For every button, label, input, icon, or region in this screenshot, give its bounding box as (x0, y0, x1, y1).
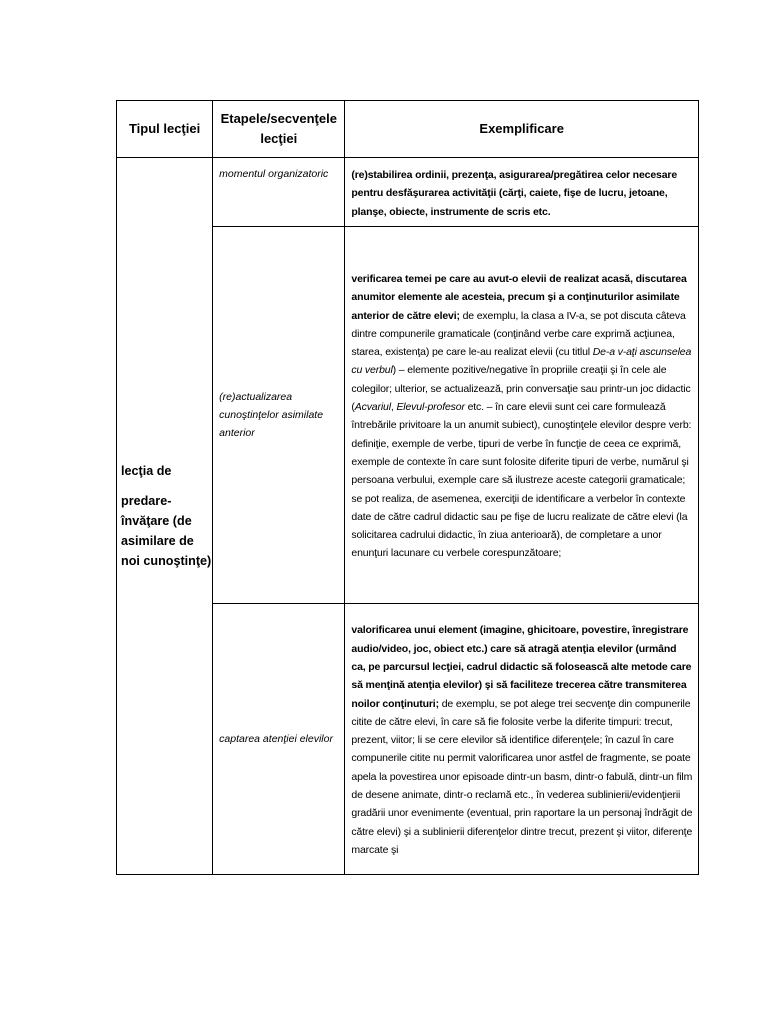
stage-cell (213, 158, 345, 227)
header-lesson-type: Tipul lecţiei (117, 101, 213, 158)
example-cell (345, 603, 699, 874)
example-plain: ) – elemente pozitive/negative în propriile creaţii şi în cele ale colegilor; ulterior, se actualizează, prin conversaţie sau printr-un joc didactic ( (351, 364, 691, 414)
table-row (117, 158, 699, 227)
lesson-type-line1: lecţia de (121, 464, 172, 479)
header-lesson-stages: Etapele/secvenţele lecţiei (213, 101, 345, 158)
stage-label: momentul organizatoric (219, 168, 329, 181)
example-plain: , (390, 401, 397, 414)
header-example: Exemplificare (345, 101, 699, 158)
example-plain: de exemplu, se pot alege trei secvenţe din compunerile citite de către elevi, în care să fie folosite verbe la diferite timpuri: trecut, prezent, viitor; li se cere elevilor să identifice diferenţele; în cazul în care compunerile citite nu permit valorificarea unor astfel de fragmente, se poate apela la povestirea unor episoade dintr-un basm, dintr-o fabulă, dintr-un film de desene animate, dintr-o reclamă etc., în vederea sublinierii/evidenţierii gradării unor evenimente (eventual, prin raportare la un personaj îndrăgit de către elevi) şi a sublinierii diferenţelor dintre trecut, prezent şi viitor, diferenţe marcate şi (351, 697, 693, 856)
example-italic: Acvariul (354, 401, 391, 414)
example-italic: De-a v-aţi ascunselea cu verbul (351, 346, 692, 377)
example-bold: (re)stabilirea ordinii, prezenţa, asigurarea/pregătirea celor necesare pentru desfăşurarea activităţii (cărţi, caiete, fişe de lucru, jetoane, planşe, obiecte, instrumente de scris etc. (351, 169, 678, 218)
stage-label: (re)actualizarea cunoştinţelor asimilate anterior (219, 390, 324, 439)
example-bold: valorificarea unui element (imagine, ghicitoare, povestire, înregistrare audio/video, joc, obiect etc.) care să atragă atenţia elevilor (urmând ca, pe parcursul lecţiei, cadrul didactic să folosească alte metode care să menţină atenţia elevilor) şi să faciliteze trecerea către transmiterea noilor conţinuturi; (351, 624, 692, 710)
example-plain: etc. – în care elevii sunt cei care formulează întrebările privitoare la un anumit subiect), cunoştinţele elevilor despre verb: definiţie, exemple de verbe, tipuri de verbe în funcţie de ceea ce exprimă, exemple de contexte în care sunt folosite diferite tipuri de verbe, numărul şi persoana verbului, exemple care să ilustreze aceste categorii gramaticale; se pot realiza, de asemenea, exerciţii de identificare a verbelor în contexte date de către cadrul didactic sau pe fişe de lucru realizate de către elevi (la solicitarea cadrului didactic, în ziua anterioară), de completare a unor enunţuri lacunare cu verbele corespunzătoare; (351, 401, 692, 560)
example-bold: verificarea temei pe care au avut-o elevii de realizat acasă, discutarea anumitor elemente ale acesteia, precum şi a conţinuturilor asimilate anterior de către elevi; (351, 273, 687, 322)
lesson-table (116, 100, 699, 875)
stage-label: captarea atenţiei elevilor (219, 732, 333, 745)
lesson-type-line2: predare-învăţare (de asimilare de noi cunoştinţe) (121, 494, 212, 569)
example-text (351, 166, 693, 221)
example-italic: Elevul-profesor (396, 401, 465, 414)
table-header-row (117, 101, 699, 158)
example-text (351, 270, 693, 563)
example-plain: de exemplu, la clasa a IV-a, se pot discuta câteva dintre compunerile gramaticale (conţinând verbe care exprimă acţiunea, starea, existenţa) pe care le-au realizat elevii (cu titlul (351, 309, 686, 359)
lesson-type-cell (117, 158, 213, 875)
stage-cell (213, 603, 345, 874)
example-cell (345, 227, 699, 603)
example-cell (345, 158, 699, 227)
stage-cell (213, 227, 345, 603)
example-text (351, 621, 693, 859)
